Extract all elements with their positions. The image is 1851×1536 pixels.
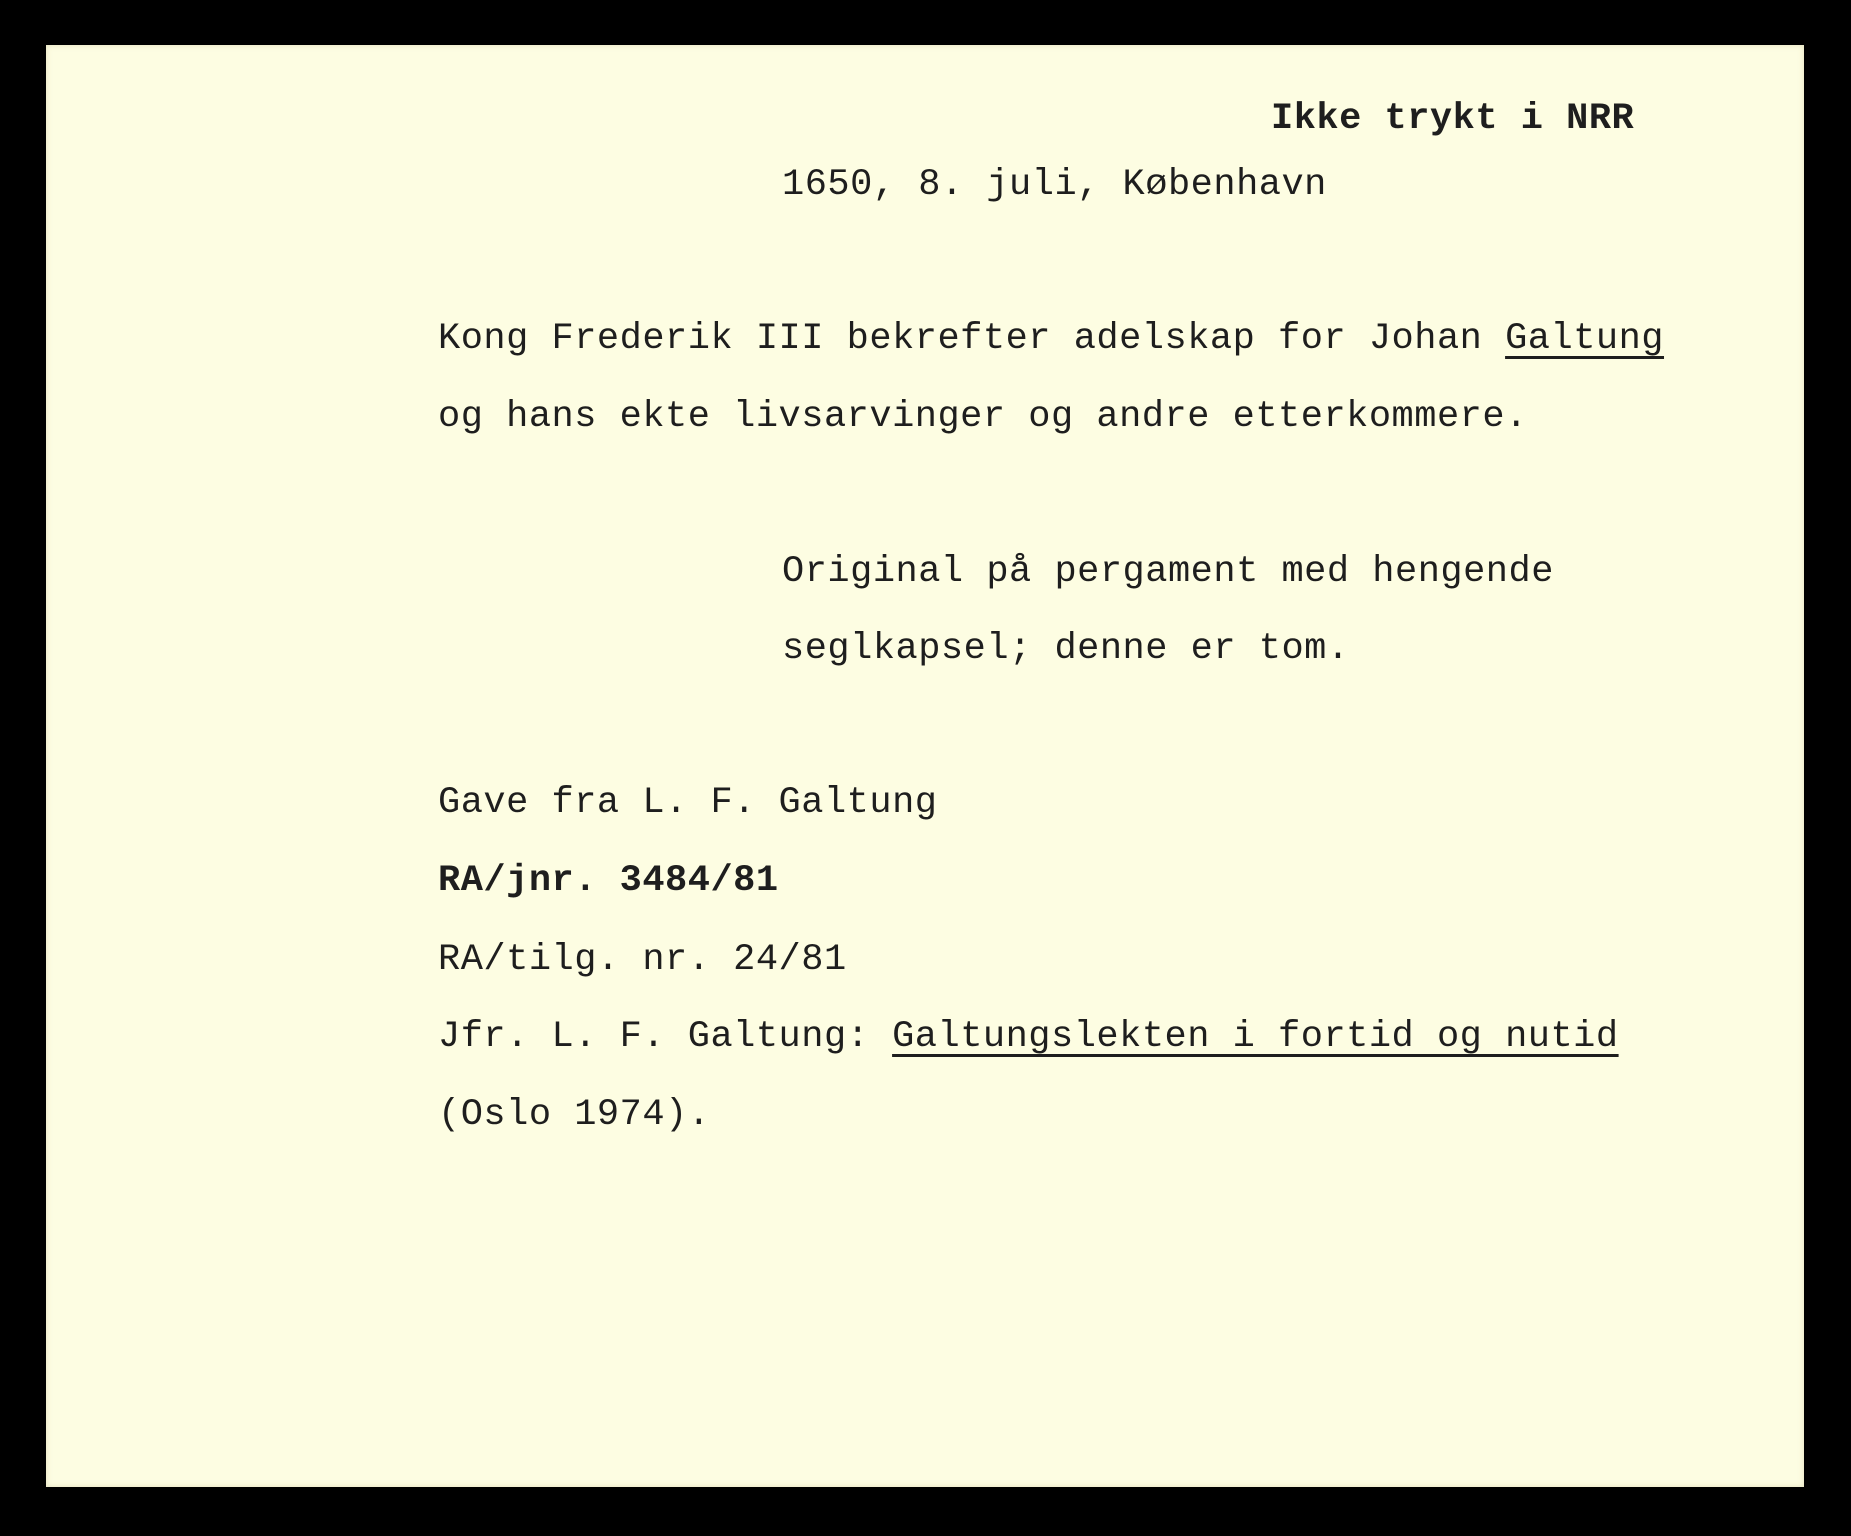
compare-author: Jfr. L. F. Galtung: (438, 1016, 893, 1058)
date-place: 1650, 8. juli, København (782, 164, 1327, 206)
summary-line-1 (438, 317, 1664, 361)
compare-title: Galtungslekten i fortid og nutid (892, 1016, 1619, 1058)
gift-line: Gave fra L. F. Galtung (438, 782, 938, 824)
original-note-line-2: seglkapsel; denne er tom. (782, 628, 1350, 670)
compare-line (438, 1015, 1619, 1059)
summary-text: Kong Frederik III bekrefter adelskap for Johan (438, 318, 1506, 360)
index-card (46, 45, 1804, 1487)
accession-number: RA/tilg. nr. 24/81 (438, 939, 847, 981)
header-note: Ikke trykt i NRR (1271, 98, 1635, 140)
journal-number: RA/jnr. 3484/81 (438, 860, 779, 902)
surname-underlined: Galtung (1505, 318, 1665, 360)
compare-publication: (Oslo 1974). (438, 1094, 711, 1136)
summary-line-2: og hans ekte livsarvinger og andre etterkommere. (438, 396, 1528, 438)
original-note-line-1: Original på pergament med hengende (782, 551, 1554, 593)
